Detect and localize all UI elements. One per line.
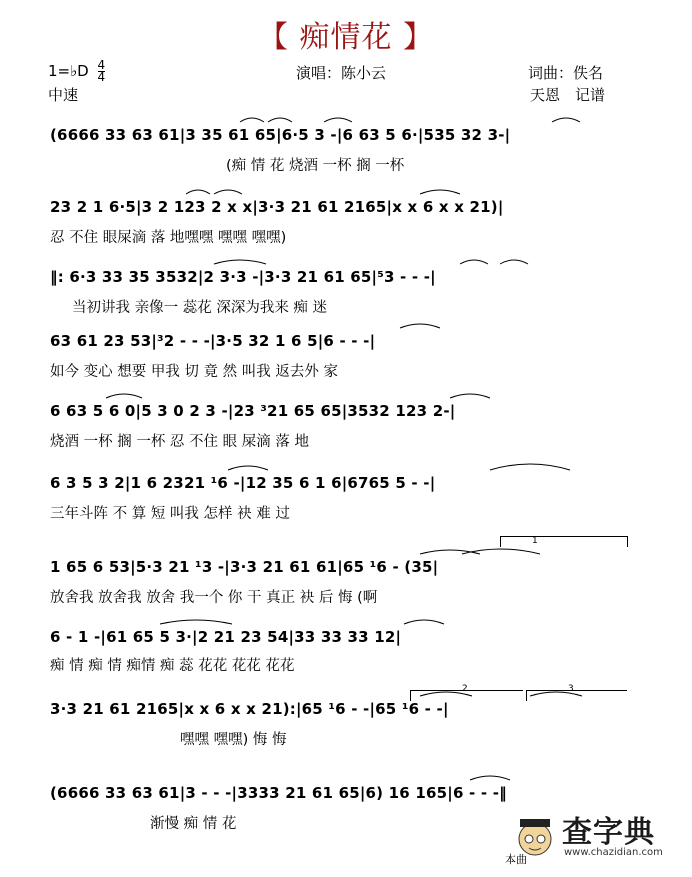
- time-bottom: 4: [97, 70, 106, 84]
- mascot-icon: [512, 811, 558, 863]
- song-title: 【 痴情花 】: [257, 20, 435, 55]
- singer-credit: 演唱：陈小云: [296, 64, 387, 82]
- score-line-1-lyrics: (痴 情 花 烧酒 一杯 搁 一杯: [226, 158, 405, 174]
- score-line-4-notes: 63 61 23 53|³2 - - -|3·5 32 1 6 5|6 - - -|: [50, 332, 376, 350]
- score-line-8-lyrics: 痴 情 痴 情 痴情 痴 蕊 花花 花花 花花: [50, 658, 295, 674]
- score-line-10-lyrics: 渐慢 痴 情 花: [150, 816, 237, 832]
- score-line-2-lyrics: 忍 不住 眼屎滴 落 地嘿嘿 嘿嘿 嘿嘿): [50, 230, 287, 246]
- score-line-3-lyrics: 当初讲我 亲像一 蕊花 深深为我来 痴 迷: [72, 300, 328, 316]
- volta-1-label: 1: [532, 536, 538, 546]
- time-top: 4: [97, 58, 106, 72]
- lyricist-credit: 词曲：佚名: [528, 64, 604, 82]
- score-line-9-notes: 3·3 21 61 2165|x x 6 x x 21):|65 ¹6 - -|65 ¹6 - -|: [50, 700, 449, 718]
- tempo-marking: 中速: [48, 86, 79, 104]
- score-line-5-notes: 6 63 5 6 0|5 3 0 2 3 -|23 ³21 65 65|3532 123 2-|: [50, 402, 456, 420]
- score-line-6-notes: 6 3 5 3 2|1 6 2321 ¹6 -|12 35 6 1 6|6765 5 - -|: [50, 474, 436, 492]
- score-line-7-notes: 1 65 6 53|5·3 21 ¹3 -|3·3 21 61 61|65 ¹6 - (35|: [50, 558, 439, 576]
- key-label: 1=♭D: [48, 62, 89, 80]
- score-line-9-lyrics: 嘿嘿 嘿嘿) 悔 悔: [180, 732, 287, 748]
- site-logo: [512, 805, 682, 869]
- volta-3-label: 3: [568, 684, 574, 694]
- volta-2-label: 2: [462, 684, 468, 694]
- score-line-3-notes: ‖: 6·3 33 35 3532|2 3·3 -|3·3 21 61 65|⁵3 - - -|: [50, 268, 436, 286]
- score-line-10-notes: (6666 33 63 61|3 - - -|3333 21 61 65|6) 16 165|6 - - -‖: [50, 784, 507, 802]
- score-line-2-notes: 23 2 1 6·5|3 2 123 2 x x|3·3 21 61 2165|x x 6 x x 21)|: [50, 198, 504, 216]
- logo-text: 查字典: [562, 815, 655, 850]
- score-line-5-lyrics: 烧酒 一杯 搁 一杯 忍 不住 眼 屎滴 落 地: [50, 434, 309, 450]
- logo-url: www.chazidian.com: [564, 847, 663, 858]
- score-line-1-notes: (6666 33 63 61|3 35 61 65|6·5 3 -|6 63 5 6·|535 32 3-|: [50, 126, 511, 144]
- footer-note: 本曲: [505, 853, 527, 866]
- transcriber-credit: 天恩 记谱: [530, 86, 606, 104]
- score-line-7-lyrics: 放舍我 放舍我 放舍 我一个 你 干 真正 袂 后 悔 (啊: [50, 590, 378, 606]
- score-line-4-lyrics: 如今 变心 想要 甲我 切 竟 然 叫我 返去外 家: [50, 364, 338, 380]
- score-line-8-notes: 6 - 1 -|61 65 5 3·|2 21 23 54|33 33 33 12|: [50, 628, 402, 646]
- score-line-6-lyrics: 三年斗阵 不 算 短 叫我 怎样 袂 难 过: [50, 506, 290, 522]
